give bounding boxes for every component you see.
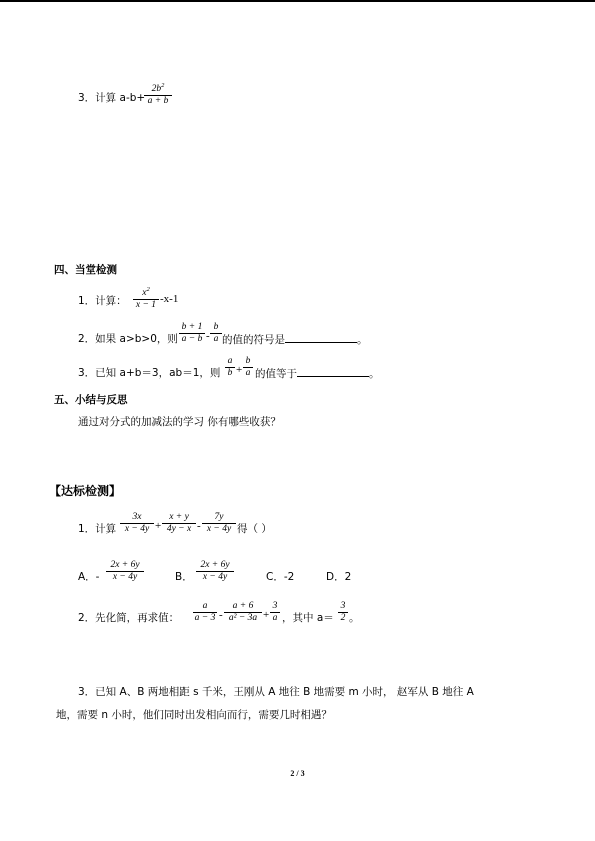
operator: - xyxy=(197,520,201,532)
operator: + xyxy=(263,609,270,621)
dabiao-title: 【达标检测】 xyxy=(49,484,122,498)
s4-q1-fraction xyxy=(133,284,159,311)
tail-text: 的值的符号是 xyxy=(222,334,285,346)
tail-text: 的值等于 xyxy=(255,368,297,380)
exponent: 2 xyxy=(146,286,150,293)
denominator: x − 4y xyxy=(124,524,150,534)
denominator: a xyxy=(245,368,251,378)
numerator: 3x xyxy=(132,512,142,522)
db-q1-fraction-1 xyxy=(120,512,154,535)
numerator: b xyxy=(213,322,219,332)
operator: + xyxy=(155,520,162,532)
s4-q3-label: 3．已知 a+b＝3，ab＝1，则 xyxy=(78,367,221,379)
db-q2-mid: ，其中 a＝ xyxy=(282,612,334,624)
numerator: x + y xyxy=(169,512,189,522)
db-q1-fraction-3 xyxy=(202,512,236,535)
option-d: D．2 xyxy=(326,571,352,583)
numerator: a + 6 xyxy=(232,601,254,611)
option-c: C．-2 xyxy=(266,571,295,583)
db-q2-fraction-2 xyxy=(224,601,262,624)
numerator: 3 xyxy=(272,601,278,611)
s4-q2-fraction-1 xyxy=(179,322,205,345)
numerator: x xyxy=(142,288,147,299)
db-q2-fraction-3 xyxy=(270,601,280,624)
end-punct: 。 xyxy=(369,368,380,380)
numerator: a xyxy=(202,601,208,611)
denominator: a − 3 xyxy=(194,613,216,623)
section5-text: 通过对分式的加减法的学习 你有哪些收获？ xyxy=(78,416,281,428)
numerator: b + 1 xyxy=(181,322,203,332)
denominator: 2 xyxy=(340,613,346,623)
denominator: x − 4y xyxy=(202,572,228,582)
numerator: 2b xyxy=(151,84,162,95)
s4-q3-tail xyxy=(255,365,380,381)
section5-title: 五、小结与反思 xyxy=(54,394,128,406)
denominator: x − 4y xyxy=(112,572,138,582)
option-a-fraction xyxy=(106,560,144,583)
option-a-label: A．- xyxy=(78,571,100,583)
option-b-fraction xyxy=(196,560,234,583)
db-q2-value-fraction xyxy=(338,601,348,624)
denominator: 4y − x xyxy=(166,524,192,534)
db-q3-line1: 3．已知 A、B 两地相距 s 千米，王刚从 A 地往 B 地需要 m 小时， 赵军从 B 地往 A xyxy=(78,686,474,698)
denominator: b xyxy=(227,368,233,378)
db-q1-tail: 得（ ） xyxy=(237,523,272,535)
q3-calc-fraction xyxy=(144,80,172,107)
denominator: a − b xyxy=(181,334,203,344)
numerator: 7y xyxy=(214,512,224,522)
numerator: a xyxy=(227,356,233,366)
denominator: x − 4y xyxy=(206,524,232,534)
s4-q2-label: 2．如果 a>b>0，则 xyxy=(78,333,178,345)
denominator: a + b xyxy=(147,96,169,107)
s4-q2-fraction-2 xyxy=(210,322,222,345)
end-punct: 。 xyxy=(357,334,368,346)
db-q1-label: 1．计算 xyxy=(78,523,117,535)
s4-q3-fraction-1 xyxy=(225,356,235,379)
db-q2-end: 。 xyxy=(349,612,360,624)
q3-calc-label: 3．计算 a-b+ xyxy=(78,92,146,104)
answer-blank[interactable] xyxy=(297,365,369,377)
s4-q1-label: 1．计算： xyxy=(78,295,127,307)
section4-title: 四、当堂检测 xyxy=(54,264,117,276)
db-q2-fraction-1 xyxy=(193,601,217,624)
numerator: 3 xyxy=(340,601,346,611)
top-rule xyxy=(0,0,595,2)
db-q3-line2: 地，需要 n 小时，他们同时出发相向而行，需要几时相遇？ xyxy=(56,709,332,721)
denominator: a xyxy=(213,334,219,344)
s4-q2-tail xyxy=(222,331,368,347)
denominator: a xyxy=(272,613,278,623)
operator: - xyxy=(206,330,210,342)
page-number: 2 / 3 xyxy=(290,769,305,778)
db-q1-fraction-2 xyxy=(162,512,196,535)
operator: - xyxy=(219,609,223,621)
exponent: 2 xyxy=(161,82,165,89)
numerator: 2x + 6y xyxy=(200,560,230,570)
numerator: 2x + 6y xyxy=(110,560,140,570)
option-b-label: B． xyxy=(175,571,193,583)
denominator: a² − 3a xyxy=(228,613,258,623)
answer-blank[interactable] xyxy=(285,331,357,343)
s4-q3-fraction-2 xyxy=(243,356,253,379)
db-q2-label: 2．先化简，再求值： xyxy=(78,612,180,624)
denominator: x − 1 xyxy=(135,300,157,311)
s4-q1-tail: -x-1 xyxy=(160,293,179,305)
numerator: b xyxy=(245,356,251,366)
operator: + xyxy=(236,364,243,376)
